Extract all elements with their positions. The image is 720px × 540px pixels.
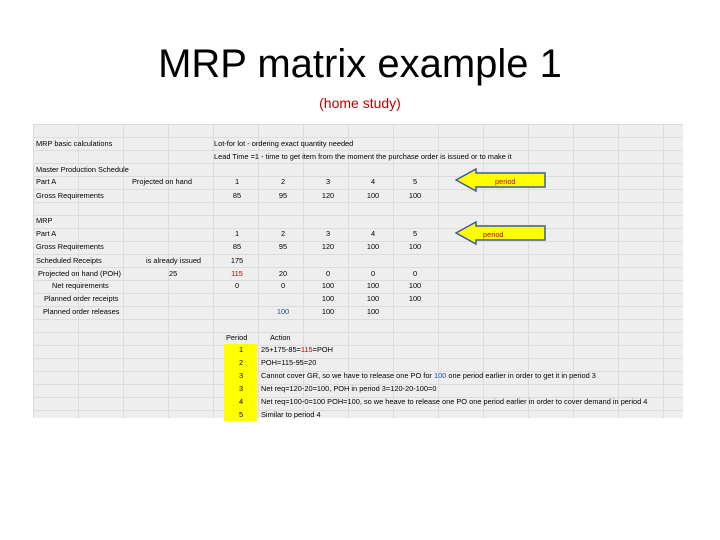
mrp-part: Part A bbox=[36, 229, 57, 238]
mrp-period: 1 bbox=[234, 229, 240, 238]
mrp-release-value: 100 bbox=[366, 307, 380, 316]
mrp-net-value: 0 bbox=[280, 281, 286, 290]
action-text: Cannot cover GR, so we have to release one PO for 100 one period earlier in order to get it in period 3 bbox=[261, 371, 596, 380]
mrp-gross-value: 100 bbox=[408, 242, 422, 251]
mps-gross-value: 85 bbox=[232, 191, 242, 200]
mrp-receipt-value: 100 bbox=[366, 294, 380, 303]
mrp-poh-value: 0 bbox=[412, 269, 418, 278]
mps-period: 3 bbox=[325, 177, 331, 186]
mrp-gross-value: 100 bbox=[366, 242, 380, 251]
already-issued-note: is already issued bbox=[146, 256, 202, 265]
action-text: Similar to period 4 bbox=[261, 410, 321, 419]
mrp-title: MRP bbox=[36, 216, 53, 225]
mrp-net-value: 100 bbox=[366, 281, 380, 290]
mrp-arrow-label: period bbox=[483, 230, 504, 239]
action-period: 2 bbox=[238, 358, 244, 367]
mrp-receipt-value: 100 bbox=[408, 294, 422, 303]
mrp-receipt-value: 100 bbox=[321, 294, 335, 303]
mrp-poh-value: 0 bbox=[325, 269, 331, 278]
mrp-period: 4 bbox=[370, 229, 376, 238]
action-period: 3 bbox=[238, 371, 244, 380]
mps-period: 2 bbox=[280, 177, 286, 186]
mps-period: 1 bbox=[234, 177, 240, 186]
action-period: 4 bbox=[238, 397, 244, 406]
action-text: Net req=100-0=100 POH=100, so we heave to release one PO one period earlier in order to cover demand in period 4 bbox=[261, 397, 648, 406]
lead-time-note: Lead Time =1 - time to get item from the moment the purchase order is issued or to make it bbox=[214, 152, 512, 161]
mps-gross-value: 100 bbox=[366, 191, 380, 200]
page-title: MRP matrix example 1 bbox=[158, 42, 562, 86]
action-text: POH=115-95=20 bbox=[261, 358, 317, 367]
mps-period: 5 bbox=[412, 177, 418, 186]
action-text: 25+175-85=115=POH bbox=[261, 345, 334, 354]
mrp-gross-value: 95 bbox=[278, 242, 288, 251]
mrp-release-value: 100 bbox=[321, 307, 335, 316]
mrp-gross-value: 120 bbox=[321, 242, 335, 251]
action-period: 1 bbox=[238, 345, 244, 354]
mrp-scheduled-value: 175 bbox=[230, 256, 244, 265]
mrp-net-value: 100 bbox=[408, 281, 422, 290]
mps-title: Master Production Schedule bbox=[36, 165, 129, 174]
mrp-poh-label: Projected on hand (POH) bbox=[38, 269, 121, 278]
mrp-scheduled-label: Scheduled Receipts bbox=[36, 256, 102, 265]
mrp-gross-label: Gross Requirements bbox=[36, 242, 104, 251]
action-header: Action bbox=[270, 333, 291, 342]
mrp-release-value: 100 bbox=[276, 307, 290, 316]
mps-part: Part A bbox=[36, 177, 57, 186]
mrp-poh-value: 20 bbox=[278, 269, 288, 278]
page-subtitle: (home study) bbox=[319, 95, 401, 111]
mrp-releases-label: Planned order releases bbox=[43, 307, 120, 316]
mrp-period: 3 bbox=[325, 229, 331, 238]
mrp-receipts-label: Planned order receipts bbox=[44, 294, 119, 303]
mps-gross-value: 120 bbox=[321, 191, 335, 200]
mps-arrow-label: period bbox=[495, 177, 516, 186]
mps-gross-label: Gross Requirements bbox=[36, 191, 104, 200]
mps-period: 4 bbox=[370, 177, 376, 186]
mps-gross-value: 95 bbox=[278, 191, 288, 200]
mrp-gross-value: 85 bbox=[232, 242, 242, 251]
action-period-header: Period bbox=[226, 333, 248, 342]
action-period: 5 bbox=[238, 410, 244, 419]
mrp-net-value: 0 bbox=[234, 281, 240, 290]
basic-calc-label: MRP basic calculations bbox=[36, 139, 113, 148]
mrp-period: 2 bbox=[280, 229, 286, 238]
mrp-poh-value: 115 bbox=[231, 269, 243, 278]
lot-for-lot-note: Lot-for lot - ordering exact quantity needed bbox=[214, 139, 354, 148]
mrp-poh-value: 0 bbox=[370, 269, 376, 278]
action-period: 3 bbox=[238, 384, 244, 393]
mrp-period: 5 bbox=[412, 229, 418, 238]
mrp-net-label: Net requirements bbox=[52, 281, 109, 290]
mrp-poh-initial: 25 bbox=[169, 269, 178, 278]
mrp-net-value: 100 bbox=[321, 281, 335, 290]
mps-gross-value: 100 bbox=[408, 191, 422, 200]
mps-projected-label: Projected on hand bbox=[132, 177, 192, 186]
action-text: Net req=120-20=100, POH in period 3=120-20-100=0 bbox=[261, 384, 437, 393]
